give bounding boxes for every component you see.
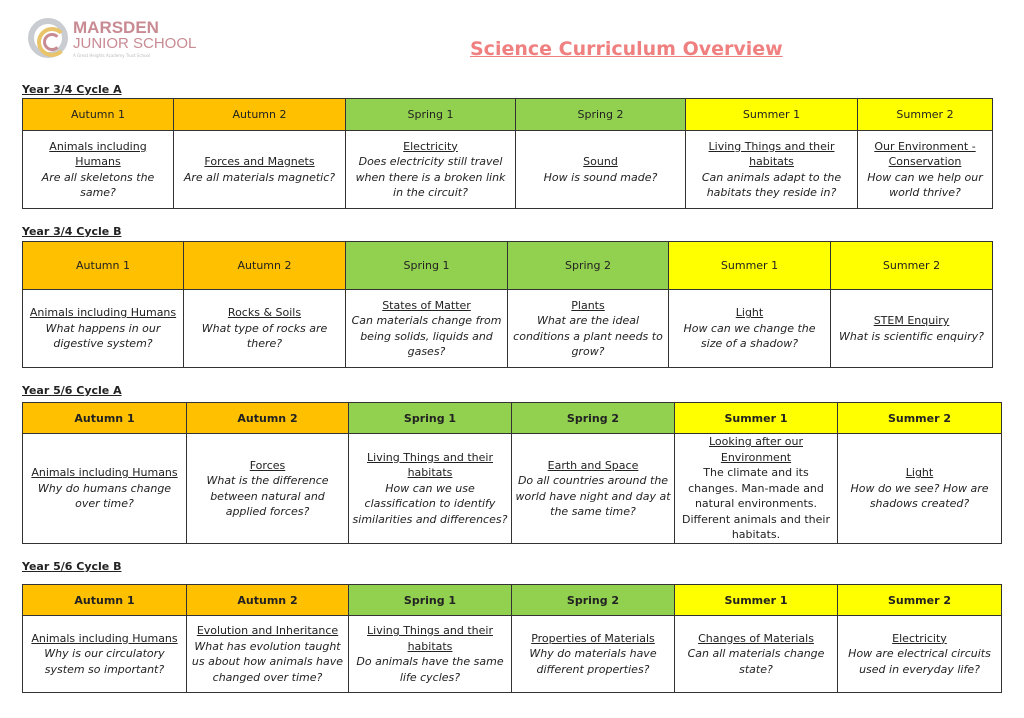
topic-cell bbox=[346, 290, 508, 368]
topic-question: What are the ideal conditions a plant needs to grow? bbox=[513, 314, 663, 358]
topic-cell bbox=[349, 616, 512, 693]
term-header: Summer 1 bbox=[675, 403, 838, 434]
logo-name: MARSDEN bbox=[73, 18, 159, 37]
topic-title: Evolution and Inheritance bbox=[196, 624, 339, 637]
term-header: Spring 1 bbox=[346, 242, 508, 290]
topic-cell bbox=[174, 131, 346, 209]
term-header: Summer 2 bbox=[838, 585, 1002, 616]
topic-title: Light bbox=[735, 306, 764, 320]
term-header: Summer 1 bbox=[686, 99, 858, 131]
topic-cell bbox=[512, 616, 675, 693]
topic-cell bbox=[346, 131, 516, 209]
topic-title: Living Things and their habitats bbox=[367, 624, 493, 653]
topic-cell bbox=[23, 616, 187, 693]
topic-title: Properties of Materials bbox=[531, 631, 655, 645]
topic-question: How can we use classification to identify similarities and differences? bbox=[352, 481, 508, 526]
topic-question: Why do materials have different properties? bbox=[529, 647, 657, 676]
topic-title: States of Matter bbox=[382, 298, 471, 312]
topic-cell bbox=[675, 616, 838, 693]
term-header: Autumn 1 bbox=[23, 99, 174, 131]
topic-question: Why is our circulatory system so important? bbox=[44, 647, 165, 676]
curriculum-table bbox=[22, 584, 1002, 693]
term-header: Spring 2 bbox=[512, 585, 675, 616]
term-header: Summer 1 bbox=[669, 242, 831, 290]
topic-cell bbox=[23, 131, 174, 209]
topic-title: Forces and Magnets bbox=[204, 155, 315, 168]
topic-question: Are all skeletons the same? bbox=[41, 170, 155, 199]
topic-title: Animals including Humans bbox=[29, 306, 177, 320]
topic-question: Does electricity still travel when there is a broken link in the circuit? bbox=[355, 155, 506, 199]
topic-title: Plants bbox=[571, 298, 605, 312]
topic-cell bbox=[349, 434, 512, 544]
topic-title: Electricity bbox=[892, 631, 947, 645]
topic-cell bbox=[858, 131, 993, 209]
term-header: Spring 1 bbox=[346, 99, 516, 131]
topic-question: Can animals adapt to the habitats they reside in? bbox=[701, 170, 842, 199]
topic-title: Light bbox=[905, 466, 934, 480]
section-label: Year 3/4 Cycle A bbox=[22, 83, 122, 96]
curriculum-table bbox=[22, 98, 993, 209]
term-header: Autumn 2 bbox=[174, 99, 346, 131]
school-logo bbox=[28, 18, 218, 60]
topic-question: Do all countries around the world have night and day at the same time? bbox=[515, 474, 671, 518]
term-header: Spring 2 bbox=[508, 242, 669, 290]
section-label: Year 3/4 Cycle B bbox=[22, 225, 122, 238]
topic-title: Sound bbox=[583, 155, 618, 168]
topic-question: How is sound made? bbox=[543, 170, 658, 184]
term-header: Autumn 1 bbox=[23, 403, 187, 434]
topic-cell bbox=[23, 434, 187, 544]
topic-question: What is the difference between natural and applied forces? bbox=[206, 474, 329, 518]
topic-cell bbox=[669, 290, 831, 368]
topic-title: Changes of Materials bbox=[698, 631, 814, 645]
term-header: Autumn 1 bbox=[23, 585, 187, 616]
topic-title: Forces bbox=[249, 458, 286, 472]
topic-title: Living Things and their habitats bbox=[367, 450, 493, 480]
topic-title: Animals including Humans bbox=[49, 139, 147, 168]
topic-cell bbox=[838, 616, 1002, 693]
term-header: Spring 1 bbox=[349, 585, 512, 616]
topic-cell bbox=[516, 131, 686, 209]
logo-icon bbox=[28, 18, 68, 58]
topic-question: Are all materials magnetic? bbox=[183, 170, 336, 184]
topic-title: Looking after our Environment bbox=[708, 435, 803, 464]
topic-cell bbox=[686, 131, 858, 209]
topic-cell bbox=[23, 290, 184, 368]
term-header: Autumn 2 bbox=[184, 242, 346, 290]
term-header: Summer 2 bbox=[858, 99, 993, 131]
topic-question: Can all materials change state? bbox=[687, 647, 825, 676]
section-label: Year 5/6 Cycle A bbox=[22, 384, 122, 397]
topic-cell bbox=[675, 434, 838, 544]
topic-cell bbox=[831, 290, 993, 368]
term-header: Summer 2 bbox=[831, 242, 993, 290]
topic-cell bbox=[187, 616, 349, 693]
topic-question: The climate and its changes. Man-made and natural environments. Different animals and their habitats. bbox=[681, 466, 831, 542]
topic-title: STEM Enquiry bbox=[873, 314, 950, 327]
topic-cell bbox=[184, 290, 346, 368]
term-header: Spring 2 bbox=[512, 403, 675, 434]
topic-question: How can we help our world thrive? bbox=[867, 170, 983, 199]
page-title: Science Curriculum Overview bbox=[470, 38, 783, 60]
topic-question: How can we change the size of a shadow? bbox=[683, 321, 816, 351]
section-label: Year 5/6 Cycle B bbox=[22, 560, 122, 573]
topic-cell bbox=[187, 434, 349, 544]
term-header: Summer 2 bbox=[838, 403, 1002, 434]
topic-cell bbox=[508, 290, 669, 368]
topic-question: Why do humans change over time? bbox=[37, 481, 172, 511]
topic-cell bbox=[512, 434, 675, 544]
term-header: Autumn 2 bbox=[187, 403, 349, 434]
topic-title: Animals including Humans bbox=[31, 466, 178, 480]
logo-sub: JUNIOR SCHOOL bbox=[73, 35, 197, 52]
topic-question: How do we see? How are shadows created? bbox=[850, 481, 989, 511]
term-header: Autumn 2 bbox=[187, 585, 349, 616]
term-header: Spring 2 bbox=[516, 99, 686, 131]
curriculum-table bbox=[22, 402, 1002, 544]
topic-question: Do animals have the same life cycles? bbox=[356, 655, 504, 684]
topic-title: Living Things and their habitats bbox=[708, 139, 835, 168]
term-header: Spring 1 bbox=[349, 403, 512, 434]
topic-question: What type of rocks are there? bbox=[201, 321, 328, 351]
topic-title: Electricity bbox=[403, 139, 458, 153]
term-header: Summer 1 bbox=[675, 585, 838, 616]
topic-title: Earth and Space bbox=[547, 458, 639, 472]
topic-title: Rocks & Soils bbox=[227, 306, 302, 320]
topic-cell bbox=[838, 434, 1002, 544]
topic-question: What has evolution taught us about how animals have changed over time? bbox=[191, 639, 344, 684]
term-header: Autumn 1 bbox=[23, 242, 184, 290]
topic-question: What happens in our digestive system? bbox=[45, 321, 161, 351]
curriculum-table bbox=[22, 241, 993, 368]
topic-title: Animals including Humans bbox=[31, 631, 178, 645]
topic-title: Our Environment - Conservation bbox=[874, 139, 976, 168]
logo-tagline: A Great Heights Academy Trust School bbox=[73, 53, 151, 58]
topic-question: How are electrical circuits used in everyday life? bbox=[848, 647, 991, 676]
topic-question: What is scientific enquiry? bbox=[839, 329, 984, 343]
topic-question: Can materials change from being solids, liquids and gases? bbox=[351, 314, 502, 358]
